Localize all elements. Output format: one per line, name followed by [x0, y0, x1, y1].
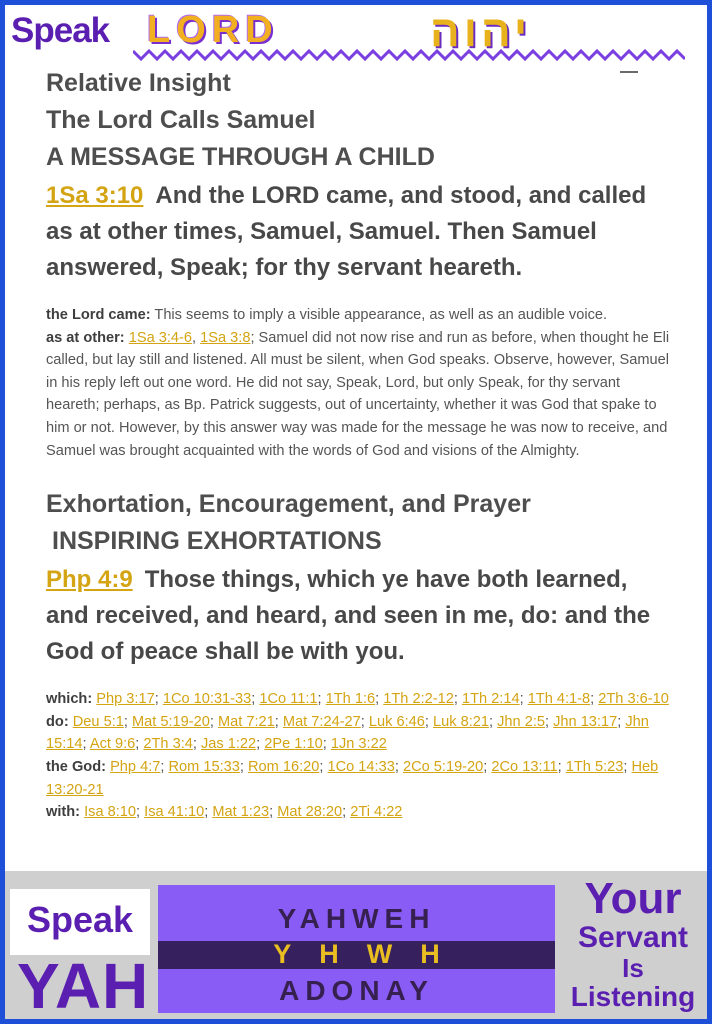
reference-link[interactable]: 1Th 2:2-12 [383, 691, 454, 708]
section1-subtitle: The Lord Calls Samuel [46, 106, 316, 134]
footer-yah-text: YAH [17, 950, 150, 1019]
footer-adonay-text: ADONAY [279, 975, 434, 1006]
reference-link[interactable]: Php 4:7 [110, 758, 161, 775]
footer-speak-text: Speak [27, 899, 134, 940]
note-text: ; Samuel did not now rise and run as before, when thought he Eli called, but lay still and listened. All must be silent, when God speaks. Observe, however, Samuel in his reply left out one word. He did not say, Speak, Lord, but only Speak, for thy servant heareth; perhaps, as Bp. Patrick suggests, out of uncertainty, whether it was God that spake to him or not. However, by this answer way was made for the message he was now to receive, and Samuel was brought acquainted with the words of God and visions of the Almighty. [46, 329, 670, 459]
footer-servant-listening [561, 874, 705, 1012]
footer-is-text: Is [622, 953, 644, 983]
section2-verse [46, 562, 676, 670]
section1-verse-text: And the LORD came, and stood, and called as at other times, Samuel, Samuel. Then Samuel answered, Speak; for thy servant heareth. [46, 182, 647, 281]
reference-link[interactable]: 1Th 5:23 [565, 758, 624, 775]
reference-link[interactable]: 1Co 11:1 [259, 691, 318, 708]
devotional-content [46, 65, 676, 824]
banner-lord-text: LORD [147, 9, 279, 51]
banner-speak-text: Speak [11, 11, 110, 50]
reference-link[interactable]: 1Co 10:31-33 [162, 691, 252, 708]
reference-link[interactable]: Jas 1:22 [201, 736, 257, 753]
reference-link[interactable]: 1Th 1:6 [325, 691, 376, 708]
reference-link[interactable]: 2Ti 4:22 [350, 804, 403, 821]
reference-link[interactable]: Luk 8:21 [433, 713, 490, 730]
footer-banner [5, 871, 707, 1019]
god-ref-list: Php 4:7; Rom 15:33; Rom 16:20; 1Co 14:33; 2Co 5:19-20; 2Co 13:11; 1Th 5:23; Heb 13:20-21 [46, 758, 659, 798]
which-refs-line [46, 688, 676, 711]
section2-verse-text: Those things, which ye have both learned, and received, and heard, and seen in me, do: and the God of peace shall be with you. [46, 566, 651, 666]
section1-verse [46, 178, 676, 286]
reference-link[interactable]: 1Co 14:33 [327, 758, 395, 775]
section2-heading: INSPIRING EXHORTATIONS [52, 527, 382, 556]
note-keyword: the Lord came: [46, 307, 151, 323]
reference-link[interactable]: 1Th 4:1-8 [527, 691, 591, 708]
god-refs-line [46, 756, 676, 801]
reference-link[interactable]: Isa 8:10 [84, 804, 137, 821]
reference-link[interactable]: Mat 5:19-20 [132, 713, 210, 730]
footer-yahweh-text: YAHWEH [277, 903, 436, 934]
with-ref-list: Isa 8:10; Isa 41:10; Mat 1:23; Mat 28:20; 2Ti 4:22 [84, 804, 403, 821]
reference-link[interactable]: 2Co 13:11 [491, 758, 558, 775]
reference-link[interactable]: 2Pe 1:10 [264, 736, 323, 753]
reference-link[interactable]: 1Sa 3:4-6 [128, 329, 193, 346]
section2-notes [46, 688, 676, 824]
reference-link[interactable]: Isa 41:10 [144, 804, 205, 821]
footer-yhwh-text: YHWH [273, 939, 468, 969]
reference-link[interactable]: Deu 5:1 [72, 713, 124, 730]
reference-link[interactable]: Mat 7:21 [218, 713, 275, 730]
with-refs-line [46, 801, 676, 824]
footer-your-text: Your [584, 874, 682, 923]
reference-link[interactable]: Mat 28:20 [277, 804, 343, 821]
section2-topic: Exhortation, Encouragement, and Prayer [46, 490, 531, 519]
footer-servant-text: Servant [577, 921, 689, 954]
reference-link[interactable]: 1Jn 3:22 [330, 736, 387, 753]
banner-hebrew-text: יהוה [430, 7, 532, 56]
note-keyword: which: [46, 691, 93, 708]
reference-link[interactable]: 2Th 3:6-10 [598, 691, 669, 708]
reference-link[interactable]: Heb 13:20-21 [46, 758, 659, 798]
reference-link[interactable]: Jhn 13:17 [553, 713, 618, 730]
footer-listening-text: Listening [570, 981, 696, 1012]
section1-notes: the Lord came: This seems to imply a visible appearance, as well as an audible voice. as at other: 1Sa 3:4-6, 1Sa 3:8; Samuel did not now rise and run as before, when thought he Eli called, but lay still and listened. All must be silent, when God speaks. Observe, however, Samuel in his reply left out one word. He did not say, Speak, Lord, but only Speak, for thy servant heareth; perhaps, as Bp. Patrick suggests, out of uncertainty, whether it was God that spake to him or not. However, by this answer way was made for the message he was now to receive, and Samuel was brought acquainted with the words of God and visions of the Almighty. [46, 307, 670, 459]
which-ref-list: Php 3:17; 1Co 10:31-33; 1Co 11:1; 1Th 1:6; 1Th 2:2-12; 1Th 2:14; 1Th 4:1-8; 2Th 3:6-10 [96, 691, 669, 708]
reference-link[interactable]: Luk 6:46 [368, 713, 425, 730]
reference-link[interactable]: Jhn 2:5 [497, 713, 545, 730]
note-keyword: as at other: [46, 329, 125, 346]
header-banner [5, 5, 707, 61]
reference-link[interactable]: Jhn 15:14 [46, 713, 649, 753]
section1-heading: A MESSAGE THROUGH A CHILD [46, 143, 435, 171]
footer-names-panel [158, 885, 555, 1013]
do-refs-line [46, 711, 676, 756]
note-keyword: do: [46, 713, 69, 730]
note-text: This seems to imply a visible appearance, as well as an audible voice. [154, 307, 608, 323]
reference-link[interactable]: Act 9:6 [89, 736, 136, 753]
section1-verse-ref-link[interactable]: 1Sa 3:10 [46, 182, 144, 209]
section2-verse-ref-link[interactable]: Php 4:9 [46, 566, 133, 594]
section1-topic: Relative Insight [46, 69, 231, 97]
reference-link[interactable]: 1Sa 3:8 [200, 329, 251, 346]
reference-link[interactable]: 2Co 5:19-20 [402, 758, 484, 775]
note-keyword: with: [46, 804, 81, 821]
page-frame [5, 5, 707, 1019]
do-ref-list: Deu 5:1; Mat 5:19-20; Mat 7:21; Mat 7:24-27; Luk 6:46; Luk 8:21; Jhn 2:5; Jhn 13:17; Jhn 15:14; Act 9:6; 2Th 3:4; Jas 1:22; 2Pe 1:10; 1Jn 3:22 [46, 713, 649, 753]
note-keyword: the God: [46, 758, 106, 775]
reference-link[interactable]: Mat 7:24-27 [282, 713, 361, 730]
reference-link[interactable]: 2Th 3:4 [143, 736, 193, 753]
banner-zigzag-divider [133, 49, 685, 61]
reference-link[interactable]: Rom 15:33 [168, 758, 240, 775]
reference-link[interactable]: 1Th 2:14 [461, 691, 520, 708]
reference-link[interactable]: Php 3:17 [96, 691, 155, 708]
reference-link[interactable]: Mat 1:23 [212, 804, 270, 821]
reference-link[interactable]: Rom 16:20 [247, 758, 320, 775]
